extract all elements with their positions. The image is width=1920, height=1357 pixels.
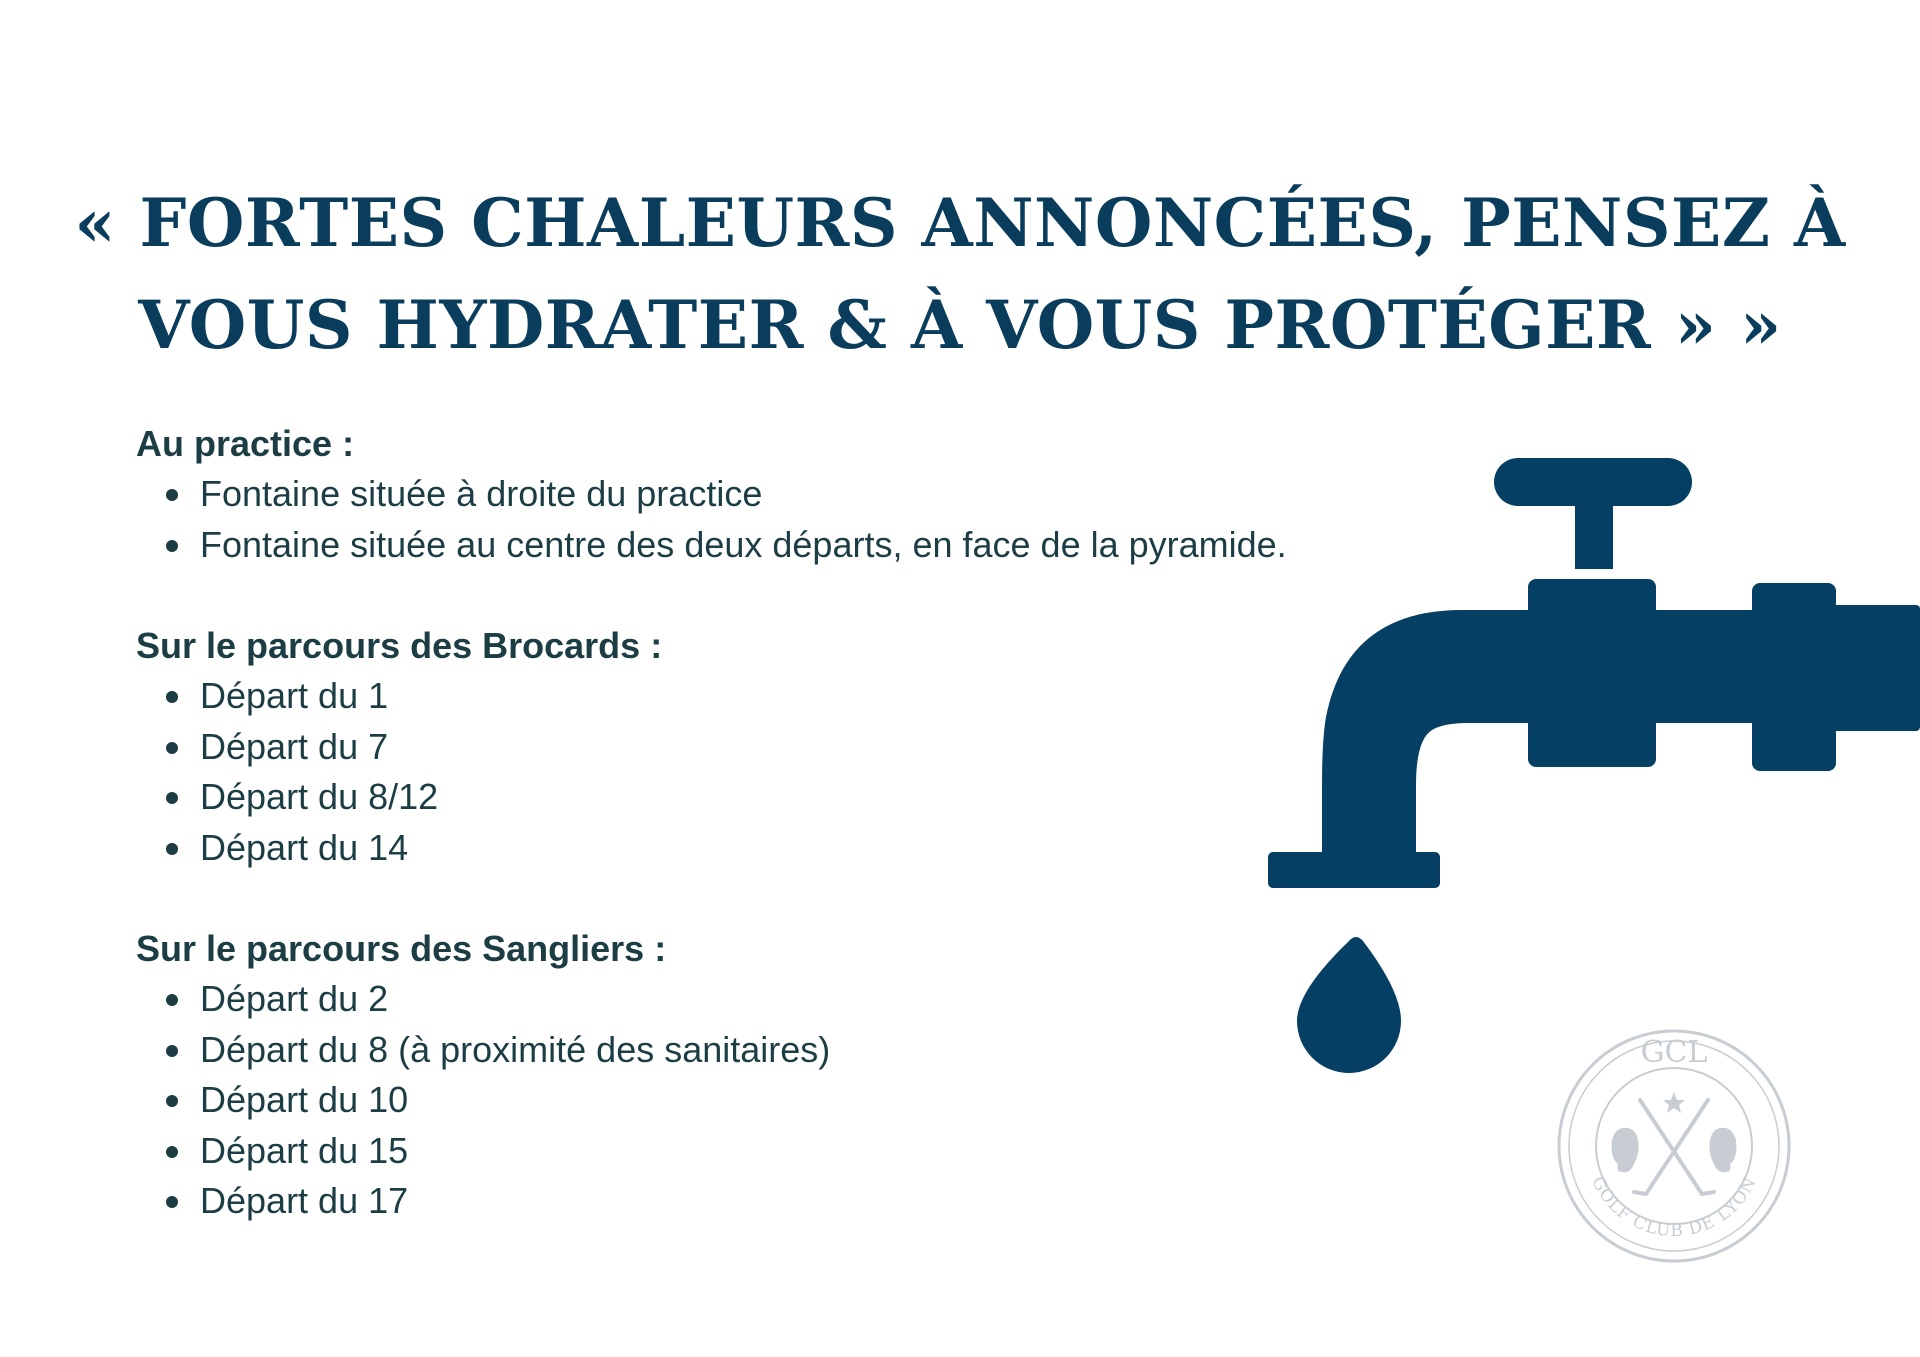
section-title: Au practice :: [136, 423, 355, 464]
list-item-text: Départ du 10: [200, 1079, 409, 1120]
list-item: [136, 974, 1376, 1025]
section-sangliers: [136, 923, 1376, 1227]
section-practice: [136, 418, 1376, 570]
list-item-text: Départ du 2: [200, 978, 389, 1019]
bullet-list: [136, 671, 1376, 873]
star-icon: [1663, 1092, 1685, 1113]
list-item: [136, 671, 1376, 722]
list-item: [136, 1176, 1376, 1227]
logo-name: GOLF CLUB DE LYON: [1587, 1173, 1761, 1242]
list-item-text: Départ du 8/12: [200, 776, 439, 817]
list-item: [136, 520, 1376, 571]
bullet-icon: [166, 1196, 178, 1208]
lion-right-icon: [1710, 1128, 1737, 1173]
water-drop-icon: [1297, 937, 1401, 1073]
bullet-icon: [166, 489, 178, 501]
bullet-icon: [166, 994, 178, 1006]
list-item-text: Fontaine située à droite du practice: [200, 473, 763, 514]
bullet-icon: [166, 1095, 178, 1107]
list-item: [136, 469, 1376, 520]
list-item: [136, 1126, 1376, 1177]
headline-line-1: « FORTES CHALEURS ANNONCÉES, PENSEZ À: [74, 184, 1846, 263]
water-tap-icon: [1262, 455, 1920, 1087]
golf-club-logo: [1556, 1028, 1792, 1264]
bullet-list: [136, 469, 1376, 570]
bullet-icon: [166, 1146, 178, 1158]
lion-left-icon: [1612, 1128, 1639, 1173]
list-item-text: Départ du 7: [200, 725, 389, 767]
logo-monogram: GCL: [1640, 1035, 1708, 1070]
list-item: [136, 823, 1376, 874]
fountain-locations: [136, 418, 1376, 1277]
list-item-text: Départ du 14: [200, 826, 409, 868]
bullet-list: [136, 974, 1376, 1227]
bullet-icon: [166, 792, 178, 804]
list-item-text: Départ du 1: [200, 675, 389, 716]
list-item: [136, 1075, 1376, 1126]
crossed-clubs-icon: [1634, 1100, 1714, 1194]
bullet-icon: [166, 691, 178, 703]
list-item: [136, 1025, 1376, 1076]
section-title: Sur le parcours des Brocards :: [136, 625, 663, 666]
list-item-text: Fontaine située au centre des deux départs, en face de la pyramide.: [200, 523, 1287, 565]
list-item-text: Départ du 17: [200, 1180, 409, 1221]
list-item: [136, 722, 1376, 773]
section-title: Sur le parcours des Sangliers :: [136, 928, 667, 969]
bullet-icon: [166, 1045, 178, 1057]
list-item-text: Départ du 15: [200, 1129, 409, 1171]
headline: [0, 172, 1920, 376]
list-item-text: Départ du 8 (à proximité des sanitaires): [200, 1028, 831, 1070]
list-item: [136, 772, 1376, 823]
bullet-icon: [166, 742, 178, 754]
section-brocards: [136, 620, 1376, 873]
bullet-icon: [166, 843, 178, 855]
bullet-icon: [166, 540, 178, 552]
headline-line-2: VOUS HYDRATER & À VOUS PROTÉGER » »: [138, 286, 1782, 365]
